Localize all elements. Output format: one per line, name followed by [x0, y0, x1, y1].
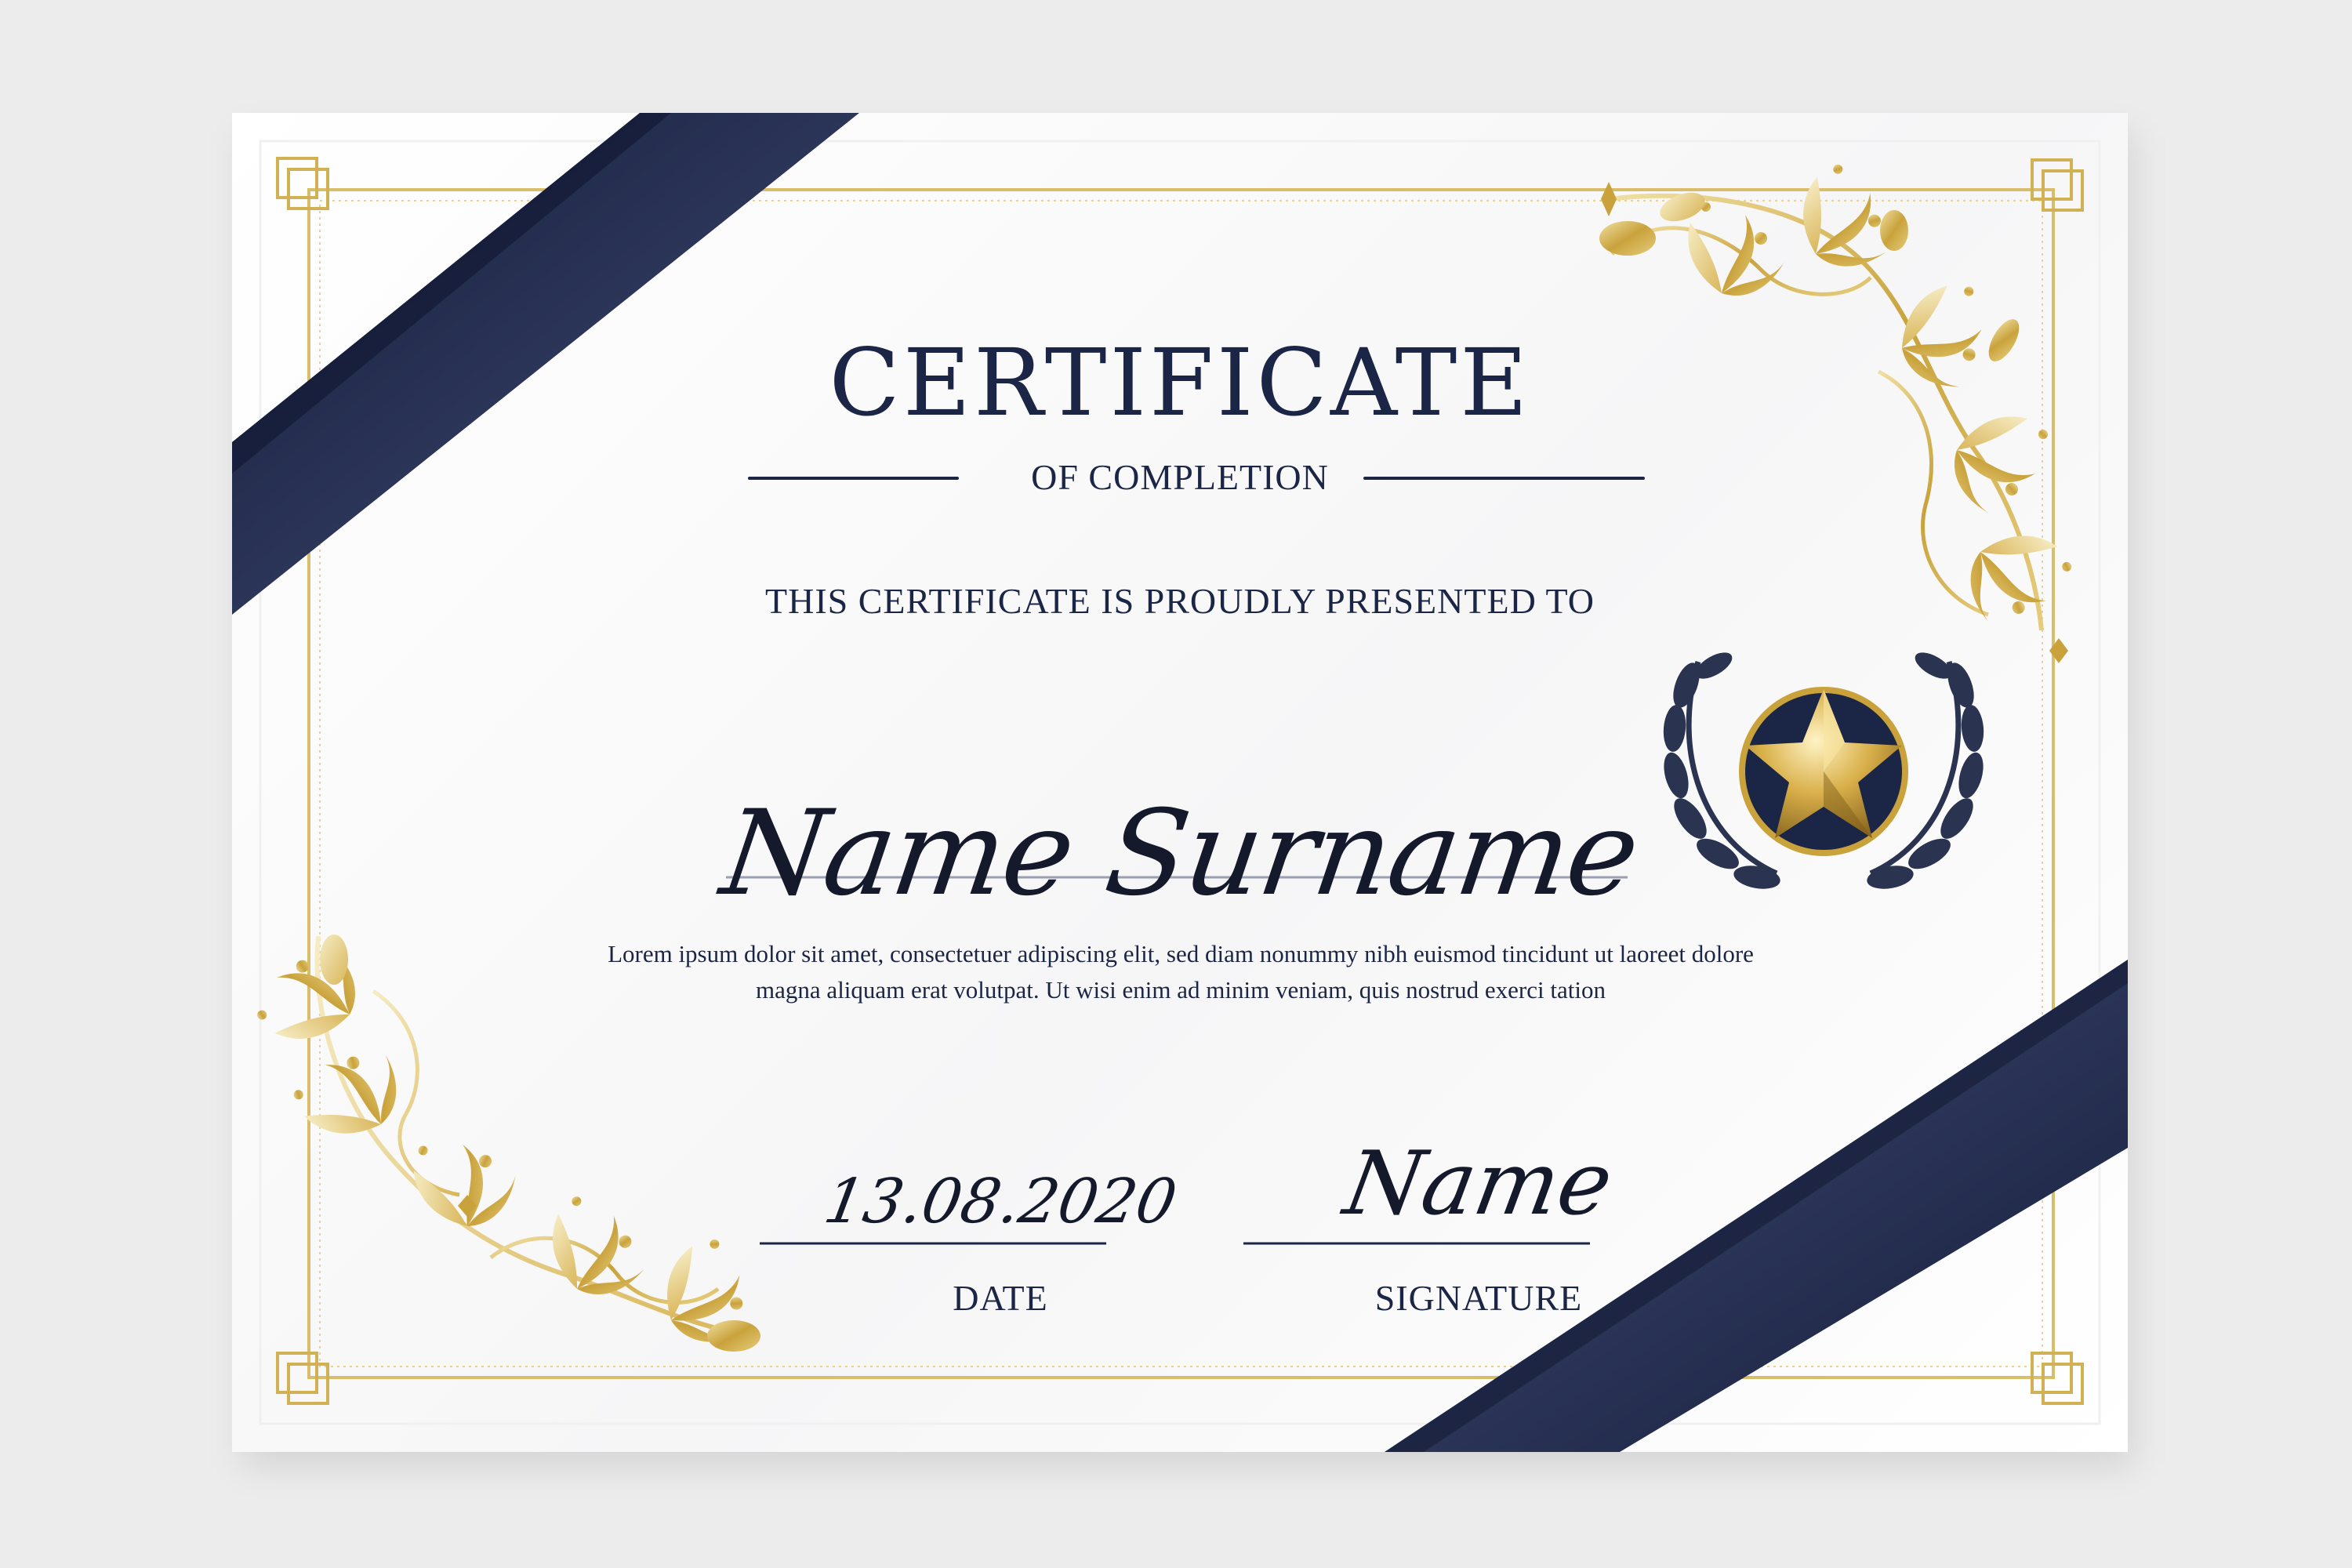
certificate-subtitle: OF COMPLETION [1031, 457, 1329, 497]
date-label: DATE [953, 1278, 1048, 1318]
presented-to-text: THIS CERTIFICATE IS PROUDLY PRESENTED TO [765, 581, 1595, 621]
date-value: 13.08.2020 [818, 1167, 1182, 1237]
certificate-paper [232, 113, 2128, 1452]
recipient-name: Name Surname [714, 786, 1646, 922]
signature-value: Name [1337, 1133, 1621, 1235]
signature-label: SIGNATURE [1374, 1278, 1583, 1318]
description-text: Lorem ipsum dolor sit amet, consectetuer adipiscing elit, sed diam nonummy nibh euismod tincidunt ut laoreet dolore magna aliquam erat volutpat. Ut wisi enim ad minim veniam, quis nostrud exerci tation [608, 940, 1754, 1004]
certificate-title: CERTIFICATE [829, 328, 1531, 437]
certificate-decoration [232, 113, 2128, 1452]
